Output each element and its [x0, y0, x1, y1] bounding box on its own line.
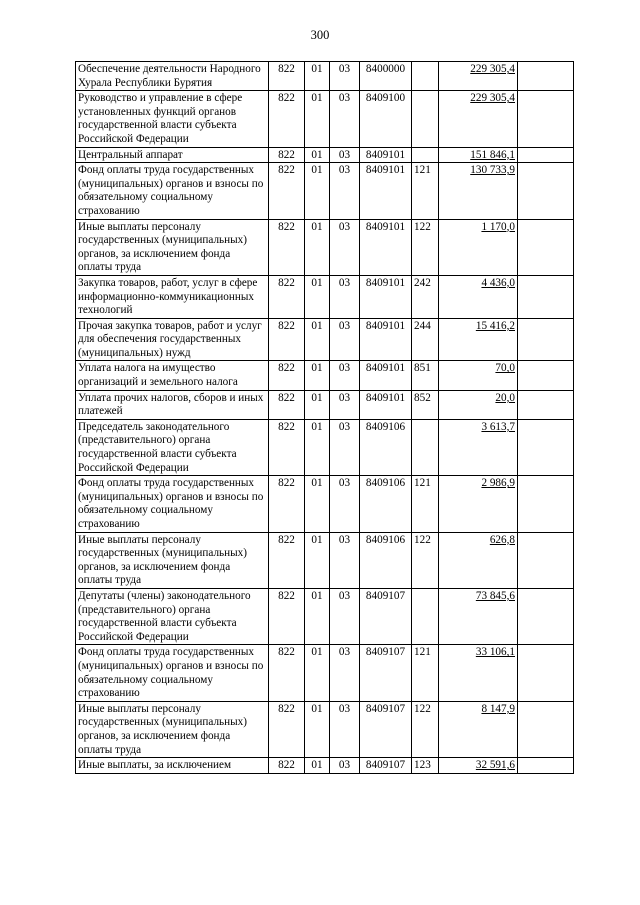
- ministry-code-cell: 822: [269, 163, 305, 219]
- expense-name-cell: Фонд оплаты труда государственных (муниципальных) органов и взносы по обязательному социальному страхованию: [76, 476, 269, 532]
- expense-type-cell: [412, 62, 439, 91]
- section-code-cell: 01: [305, 532, 330, 588]
- ministry-code-cell: 822: [269, 588, 305, 644]
- amount-cell: 15 416,2: [439, 318, 518, 361]
- expense-type-cell: 242: [412, 275, 439, 318]
- empty-cell: [518, 275, 574, 318]
- subsection-code-cell: 03: [330, 318, 360, 361]
- target-article-cell: 8409106: [360, 532, 412, 588]
- subsection-code-cell: 03: [330, 219, 360, 275]
- amount-cell: 4 436,0: [439, 275, 518, 318]
- empty-cell: [518, 91, 574, 147]
- section-code-cell: 01: [305, 163, 330, 219]
- expense-type-cell: [412, 588, 439, 644]
- expense-type-cell: [412, 419, 439, 475]
- table-row: [76, 701, 574, 757]
- expense-name-cell: Прочая закупка товаров, работ и услуг для обеспечения государственных (муниципальных) нужд: [76, 318, 269, 361]
- amount-cell: 33 106,1: [439, 645, 518, 701]
- expense-type-cell: 123: [412, 758, 439, 774]
- expense-name-cell: Иные выплаты персоналу государственных (муниципальных) органов, за исключением фонда оплаты труда: [76, 219, 269, 275]
- subsection-code-cell: 03: [330, 163, 360, 219]
- empty-cell: [518, 147, 574, 163]
- amount-cell: 73 845,6: [439, 588, 518, 644]
- target-article-cell: 8409101: [360, 275, 412, 318]
- section-code-cell: 01: [305, 275, 330, 318]
- target-article-cell: 8409101: [360, 163, 412, 219]
- section-code-cell: 01: [305, 476, 330, 532]
- table-row: [76, 645, 574, 701]
- section-code-cell: 01: [305, 645, 330, 701]
- ministry-code-cell: 822: [269, 62, 305, 91]
- table-body: [76, 62, 574, 774]
- expense-name-cell: Иные выплаты персоналу государственных (муниципальных) органов, за исключением фонда оплаты труда: [76, 701, 269, 757]
- empty-cell: [518, 318, 574, 361]
- amount-cell: 626,8: [439, 532, 518, 588]
- empty-cell: [518, 645, 574, 701]
- section-code-cell: 01: [305, 419, 330, 475]
- expense-type-cell: 121: [412, 163, 439, 219]
- table-row: [76, 163, 574, 219]
- expense-name-cell: Уплата прочих налогов, сборов и иных платежей: [76, 390, 269, 419]
- subsection-code-cell: 03: [330, 645, 360, 701]
- amount-cell: 3 613,7: [439, 419, 518, 475]
- expense-name-cell: Фонд оплаты труда государственных (муниципальных) органов и взносы по обязательному социальному страхованию: [76, 645, 269, 701]
- empty-cell: [518, 219, 574, 275]
- subsection-code-cell: 03: [330, 419, 360, 475]
- expense-type-cell: 244: [412, 318, 439, 361]
- expense-name-cell: Председатель законодательного (представительного) органа государственной власти субъекта Российской Федерации: [76, 419, 269, 475]
- subsection-code-cell: 03: [330, 701, 360, 757]
- target-article-cell: 8409107: [360, 645, 412, 701]
- section-code-cell: 01: [305, 147, 330, 163]
- target-article-cell: 8409107: [360, 758, 412, 774]
- empty-cell: [518, 62, 574, 91]
- table-row: [76, 476, 574, 532]
- table-row: [76, 758, 574, 774]
- expense-name-cell: Иные выплаты, за исключением: [76, 758, 269, 774]
- expense-name-cell: Уплата налога на имущество организаций и земельного налога: [76, 361, 269, 390]
- expense-name-cell: Руководство и управление в сфере установленных функций органов государственной власти субъекта Российской Федерации: [76, 91, 269, 147]
- expense-type-cell: 852: [412, 390, 439, 419]
- section-code-cell: 01: [305, 701, 330, 757]
- subsection-code-cell: 03: [330, 91, 360, 147]
- table-row: [76, 588, 574, 644]
- target-article-cell: 8400000: [360, 62, 412, 91]
- table-row: [76, 275, 574, 318]
- amount-cell: 20,0: [439, 390, 518, 419]
- ministry-code-cell: 822: [269, 701, 305, 757]
- subsection-code-cell: 03: [330, 588, 360, 644]
- section-code-cell: 01: [305, 588, 330, 644]
- section-code-cell: 01: [305, 219, 330, 275]
- ministry-code-cell: 822: [269, 147, 305, 163]
- expense-name-cell: Иные выплаты персоналу государственных (муниципальных) органов, за исключением фонда оплаты труда: [76, 532, 269, 588]
- table-row: [76, 147, 574, 163]
- amount-cell: 70,0: [439, 361, 518, 390]
- target-article-cell: 8409101: [360, 390, 412, 419]
- ministry-code-cell: 822: [269, 532, 305, 588]
- table-row: [76, 91, 574, 147]
- target-article-cell: 8409106: [360, 476, 412, 532]
- expense-type-cell: 122: [412, 532, 439, 588]
- subsection-code-cell: 03: [330, 476, 360, 532]
- section-code-cell: 01: [305, 390, 330, 419]
- subsection-code-cell: 03: [330, 532, 360, 588]
- amount-cell: 2 986,9: [439, 476, 518, 532]
- table-row: [76, 62, 574, 91]
- ministry-code-cell: 822: [269, 219, 305, 275]
- ministry-code-cell: 822: [269, 476, 305, 532]
- target-article-cell: 8409101: [360, 147, 412, 163]
- amount-cell: 229 305,4: [439, 91, 518, 147]
- table-row: [76, 361, 574, 390]
- expense-type-cell: 121: [412, 645, 439, 701]
- expense-name-cell: Центральный аппарат: [76, 147, 269, 163]
- expense-name-cell: Закупка товаров, работ, услуг в сфере информационно-коммуникационных технологий: [76, 275, 269, 318]
- empty-cell: [518, 419, 574, 475]
- amount-cell: 1 170,0: [439, 219, 518, 275]
- section-code-cell: 01: [305, 318, 330, 361]
- expense-type-cell: [412, 91, 439, 147]
- empty-cell: [518, 588, 574, 644]
- target-article-cell: 8409101: [360, 318, 412, 361]
- section-code-cell: 01: [305, 91, 330, 147]
- target-article-cell: 8409101: [360, 361, 412, 390]
- ministry-code-cell: 822: [269, 318, 305, 361]
- subsection-code-cell: 03: [330, 390, 360, 419]
- expense-name-cell: Обеспечение деятельности Народного Хурала Республики Бурятия: [76, 62, 269, 91]
- section-code-cell: 01: [305, 361, 330, 390]
- expense-type-cell: 121: [412, 476, 439, 532]
- page-number: 300: [310, 28, 330, 42]
- expense-name-cell: Фонд оплаты труда государственных (муниципальных) органов и взносы по обязательному социальному страхованию: [76, 163, 269, 219]
- table-row: [76, 318, 574, 361]
- empty-cell: [518, 476, 574, 532]
- subsection-code-cell: 03: [330, 361, 360, 390]
- subsection-code-cell: 03: [330, 758, 360, 774]
- target-article-cell: 8409101: [360, 219, 412, 275]
- ministry-code-cell: 822: [269, 758, 305, 774]
- expense-name-cell: Депутаты (члены) законодательного (представительного) органа государственной власти субъекта Российской Федерации: [76, 588, 269, 644]
- amount-cell: 229 305,4: [439, 62, 518, 91]
- amount-cell: 32 591,6: [439, 758, 518, 774]
- amount-cell: 130 733,9: [439, 163, 518, 219]
- empty-cell: [518, 701, 574, 757]
- ministry-code-cell: 822: [269, 419, 305, 475]
- section-code-cell: 01: [305, 62, 330, 91]
- ministry-code-cell: 822: [269, 91, 305, 147]
- subsection-code-cell: 03: [330, 147, 360, 163]
- amount-cell: 8 147,9: [439, 701, 518, 757]
- section-code-cell: 01: [305, 758, 330, 774]
- expense-type-cell: 122: [412, 219, 439, 275]
- empty-cell: [518, 361, 574, 390]
- expense-type-cell: [412, 147, 439, 163]
- ministry-code-cell: 822: [269, 275, 305, 318]
- target-article-cell: 8409107: [360, 701, 412, 757]
- empty-cell: [518, 163, 574, 219]
- ministry-code-cell: 822: [269, 390, 305, 419]
- ministry-code-cell: 822: [269, 645, 305, 701]
- table-row: [76, 390, 574, 419]
- empty-cell: [518, 390, 574, 419]
- table-row: [76, 419, 574, 475]
- target-article-cell: 8409107: [360, 588, 412, 644]
- empty-cell: [518, 758, 574, 774]
- ministry-code-cell: 822: [269, 361, 305, 390]
- target-article-cell: 8409106: [360, 419, 412, 475]
- target-article-cell: 8409100: [360, 91, 412, 147]
- table-row: [76, 219, 574, 275]
- expense-type-cell: 122: [412, 701, 439, 757]
- subsection-code-cell: 03: [330, 275, 360, 318]
- budget-table: [75, 61, 574, 774]
- empty-cell: [518, 532, 574, 588]
- amount-cell: 151 846,1: [439, 147, 518, 163]
- table-row: [76, 532, 574, 588]
- subsection-code-cell: 03: [330, 62, 360, 91]
- expense-type-cell: 851: [412, 361, 439, 390]
